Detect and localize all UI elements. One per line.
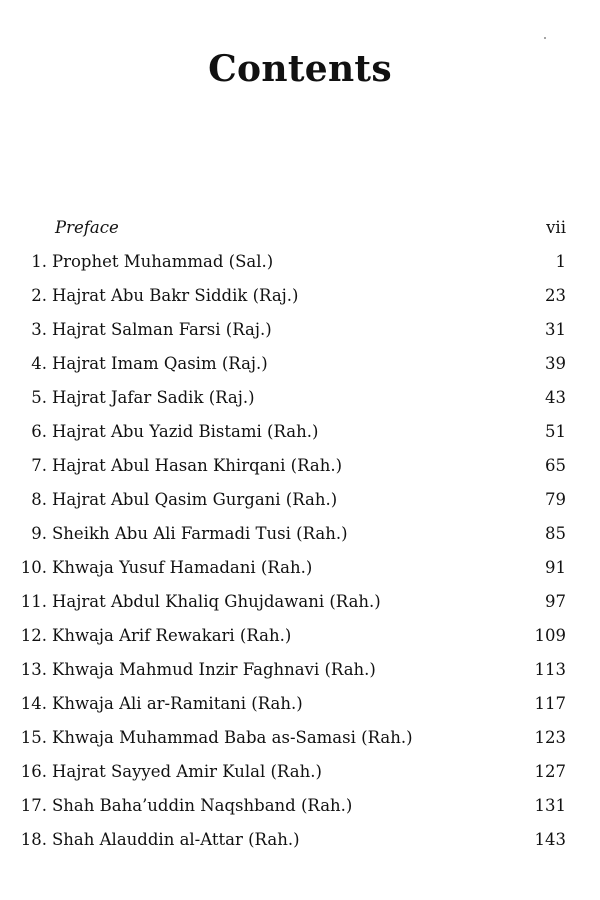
toc-page-number: 85 — [545, 524, 566, 543]
toc-entry-number: 15. — [20, 728, 47, 747]
toc-entry-number: 16. — [20, 762, 47, 781]
toc-row — [0, 756, 600, 790]
toc-page-number: 113 — [534, 660, 566, 679]
toc-page-number: 65 — [545, 456, 566, 475]
toc-page-number: 79 — [545, 490, 566, 509]
toc-entry-number: 2. — [31, 286, 47, 305]
toc-row — [0, 654, 600, 688]
toc-entry-title: Hajrat Jafar Sadik (Raj.) — [52, 388, 255, 407]
toc-row — [0, 280, 600, 314]
toc-row — [0, 722, 600, 756]
toc-page-number: 123 — [534, 728, 566, 747]
toc-entry-number: 11. — [20, 592, 47, 611]
toc-page-number: 117 — [534, 694, 566, 713]
toc-entry-title: Shah Alauddin al-Attar (Rah.) — [52, 830, 300, 849]
toc-page-number: 97 — [545, 592, 566, 611]
toc-page-number: 143 — [534, 830, 566, 849]
page-title: Contents — [208, 48, 392, 90]
toc-entry-title: Hajrat Sayyed Amir Kulal (Rah.) — [52, 762, 322, 781]
toc-entry-title: Shah Baha’uddin Naqshband (Rah.) — [52, 796, 353, 815]
toc-row — [0, 348, 600, 382]
toc-entry-number: 17. — [20, 796, 47, 815]
toc-entry-number: 13. — [20, 660, 47, 679]
toc-entry-title: Preface — [55, 218, 119, 237]
toc-entry-number: 8. — [31, 490, 47, 509]
toc-entry-number: 5. — [31, 388, 47, 407]
toc-row — [0, 620, 600, 654]
toc-page-number: 109 — [534, 626, 566, 645]
toc-entry-number: 10. — [20, 558, 47, 577]
toc-entry-title: Hajrat Abul Hasan Khirqani (Rah.) — [52, 456, 343, 475]
toc-entry-number: 7. — [31, 456, 47, 475]
toc-entry-number: 1. — [31, 252, 47, 271]
toc-page-number: 1 — [555, 252, 566, 271]
toc-row — [0, 416, 600, 450]
toc-row — [0, 382, 600, 416]
toc-entry-number: 9. — [31, 524, 47, 543]
toc-entry-title: Hajrat Abdul Khaliq Ghujdawani (Rah.) — [52, 592, 381, 611]
toc-entry-number: 12. — [20, 626, 47, 645]
toc-row — [0, 518, 600, 552]
toc-row — [0, 688, 600, 722]
toc-entry-title: Khwaja Arif Rewakari (Rah.) — [52, 626, 292, 645]
toc-page-number: 51 — [545, 422, 566, 441]
toc-entry-title: Hajrat Abul Qasim Gurgani (Rah.) — [52, 490, 338, 509]
toc-row — [0, 790, 600, 824]
toc-entry-title: Khwaja Yusuf Hamadani (Rah.) — [52, 558, 313, 577]
toc-row — [0, 314, 600, 348]
toc-page-number: vii — [546, 218, 566, 237]
toc-page-number: 91 — [545, 558, 566, 577]
toc-entries — [0, 246, 600, 858]
toc-entry-title: Khwaja Ali ar-Ramitani (Rah.) — [52, 694, 303, 713]
toc-entry-title: Prophet Muhammad (Sal.) — [52, 252, 274, 271]
toc-page-number: 131 — [534, 796, 566, 815]
print-speck — [544, 37, 546, 39]
toc-entry-number: 14. — [20, 694, 47, 713]
toc-page-number: 43 — [545, 388, 566, 407]
toc-entry-title: Hajrat Abu Yazid Bistami (Rah.) — [52, 422, 319, 441]
toc-page-number: 23 — [545, 286, 566, 305]
toc-page-number: 39 — [545, 354, 566, 373]
toc-row — [0, 484, 600, 518]
toc-page-number: 127 — [534, 762, 566, 781]
toc-row — [0, 824, 600, 858]
toc-entry-title: Hajrat Abu Bakr Siddik (Raj.) — [52, 286, 299, 305]
toc-entry-number: 4. — [31, 354, 47, 373]
toc-entry-number: 3. — [31, 320, 47, 339]
toc-row — [0, 552, 600, 586]
toc-row — [0, 450, 600, 484]
toc-entry-number: 6. — [31, 422, 47, 441]
toc-page-number: 31 — [545, 320, 566, 339]
toc-entry-title: Khwaja Muhammad Baba as-Samasi (Rah.) — [52, 728, 413, 747]
toc-row — [0, 246, 600, 280]
toc-entry-title: Hajrat Imam Qasim (Raj.) — [52, 354, 268, 373]
table-of-contents — [0, 212, 600, 858]
toc-entry-title: Khwaja Mahmud Inzir Faghnavi (Rah.) — [52, 660, 376, 679]
toc-entry-title: Hajrat Salman Farsi (Raj.) — [52, 320, 272, 339]
toc-row-preface — [0, 212, 600, 246]
toc-entry-number: 18. — [20, 830, 47, 849]
toc-entry-title: Sheikh Abu Ali Farmadi Tusi (Rah.) — [52, 524, 348, 543]
toc-row — [0, 586, 600, 620]
